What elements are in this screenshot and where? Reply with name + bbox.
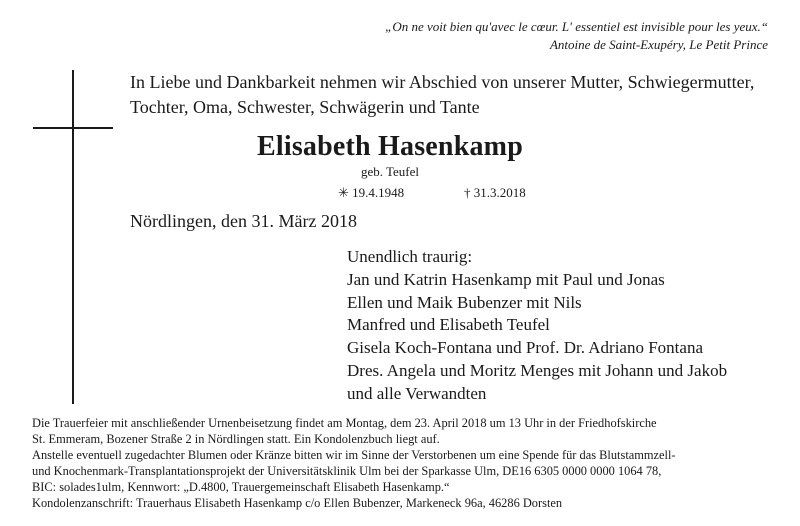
death-date: † 31.3.2018 xyxy=(464,185,526,200)
footer-line: St. Emmeram, Bozener Straße 2 in Nördlingen statt. Ein Kondolenzbuch liegt auf. xyxy=(32,432,440,446)
deceased-name: Elisabeth Hasenkamp xyxy=(257,131,523,162)
mourners-heading: Unendlich traurig: xyxy=(347,247,473,266)
mourner-line: Gisela Koch-Fontana und Prof. Dr. Adriano Fontana xyxy=(347,338,703,358)
footer-line: Die Trauerfeier mit anschließender Urnenbeisetzung findet am Montag, dem 23. April 2018 um 13 Uhr in der Friedhofskirche xyxy=(32,416,657,430)
epigraph-quote xyxy=(248,18,768,54)
footer-line: und Knochenmark-Transplantationsprojekt der Universitätsklinik Ulm bei der Sparkasse Ulm, DE16 6305 0000 0000 1064 78, xyxy=(32,464,662,478)
mourner-line: Ellen und Maik Bubenzer mit Nils xyxy=(347,292,582,312)
place-and-date: Nördlingen, den 31. März 2018 xyxy=(130,211,357,231)
quote-attribution: Antoine de Saint-Exupéry, Le Petit Prince xyxy=(549,37,768,52)
mourner-line: Manfred und Elisabeth Teufel xyxy=(347,315,550,335)
funeral-details xyxy=(32,415,772,511)
footer-line: Anstelle eventuell zugedachter Blumen oder Kränze bitten wir im Sinne der Verstorbenen um eine Spende für das Blutstammzell- xyxy=(32,448,676,462)
intro-text xyxy=(130,70,780,120)
mourners-list xyxy=(347,246,787,406)
footer-line: Kondolenzanschrift: Trauerhaus Elisabeth Hasenkamp c/o Ellen Bubenzer, Markeneck 96a, 46286 Dorsten xyxy=(32,496,563,510)
mourner-line: Jan und Katrin Hasenkamp mit Paul und Jonas xyxy=(347,269,665,289)
maiden-name: geb. Teufel xyxy=(360,164,420,179)
footer-line: BIC: solades1ulm, Kennwort: „D.4800, Trauergemeinschaft Elisabeth Hasenkamp.“ xyxy=(32,480,450,494)
cross-vertical-bar xyxy=(72,70,74,404)
mourner-line: Dres. Angela und Moritz Menges mit Johann und Jakob xyxy=(347,360,728,380)
mourner-line: und alle Verwandten xyxy=(347,383,487,403)
intro-line: In Liebe und Dankbarkeit nehmen wir Abschied von unserer Mutter, Schwiegermutter, xyxy=(130,72,755,92)
cross-horizontal-bar xyxy=(33,127,113,129)
birth-date: ✳ 19.4.1948 xyxy=(338,185,405,200)
intro-line: Tochter, Oma, Schwester, Schwägerin und Tante xyxy=(130,97,480,117)
quote-text: „On ne voit bien qu'avec le cœur. L' essentiel est invisible pour les yeux.“ xyxy=(385,19,768,34)
